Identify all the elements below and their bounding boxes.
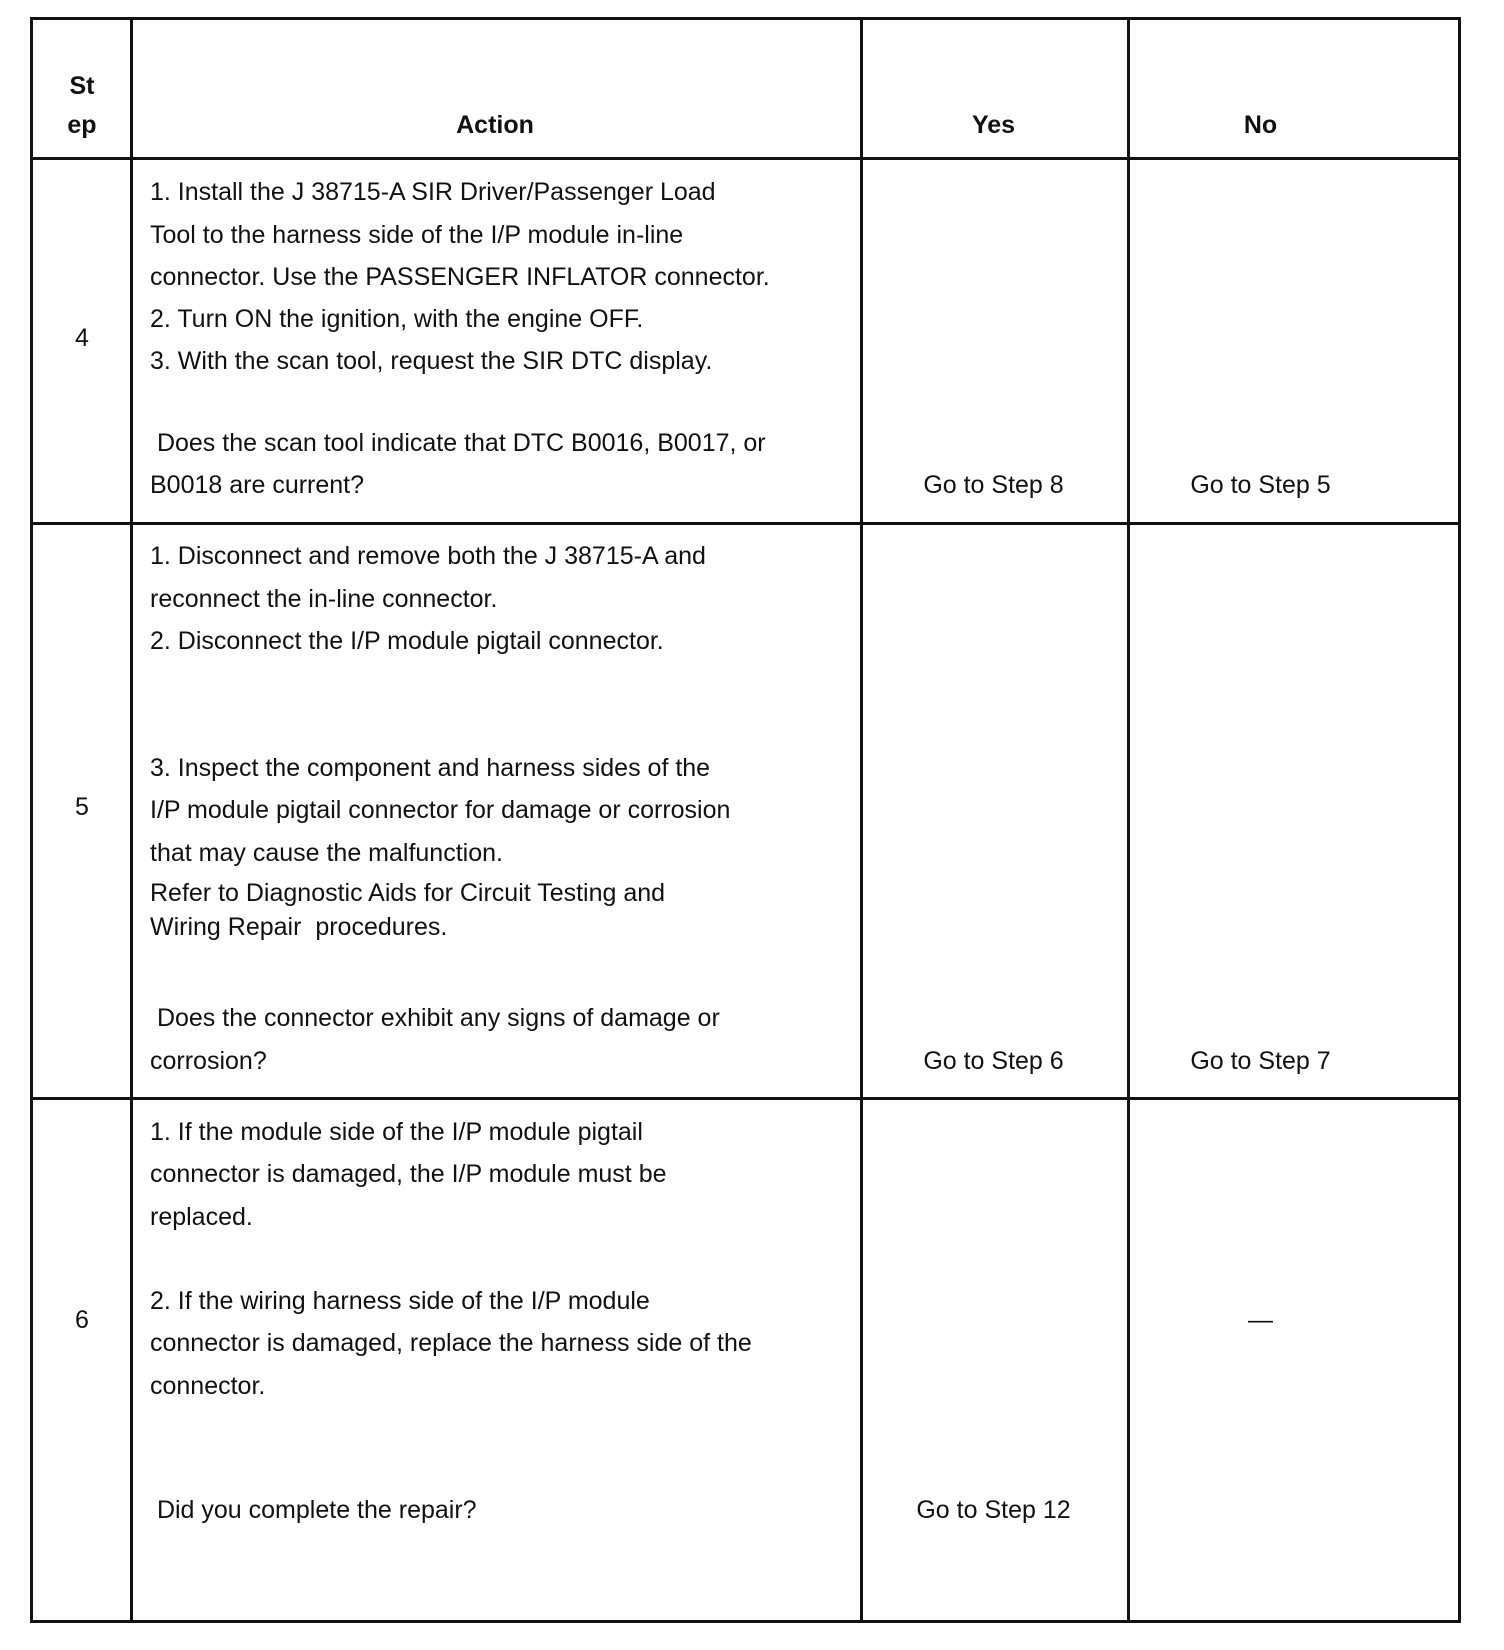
- yes-result: Go to Step 8: [923, 471, 1064, 499]
- row-divider-step-4: [33, 522, 1458, 525]
- action-question: Does the connector exhibit any signs of damage or: [150, 1004, 720, 1032]
- column-divider-action: [860, 20, 863, 1620]
- action-question: corrosion?: [150, 1047, 267, 1075]
- action-line: 1. Disconnect and remove both the J 38715-A and: [150, 542, 706, 570]
- action-line: 1. Install the J 38715-A SIR Driver/Passenger Load: [150, 178, 716, 206]
- no-result: Go to Step 7: [1190, 1047, 1331, 1075]
- action-line: 2. Turn ON the ignition, with the engine OFF.: [150, 305, 644, 333]
- action-line: connector. Use the PASSENGER INFLATOR connector.: [150, 263, 770, 291]
- action-line: I/P module pigtail connector for damage or corrosion: [150, 796, 731, 824]
- row-divider-header: [33, 157, 1458, 160]
- yes-result: Go to Step 6: [923, 1047, 1064, 1075]
- action-question: B0018 are current?: [150, 471, 365, 499]
- step-number: 5: [75, 793, 89, 821]
- action-line: connector.: [150, 1372, 266, 1400]
- row-divider-step-5: [33, 1097, 1458, 1100]
- action-line: 3. Inspect the component and harness sides of the: [150, 754, 711, 782]
- step-number: 6: [75, 1306, 89, 1334]
- yes-result: Go to Step 12: [916, 1496, 1071, 1524]
- action-line: Wiring Repair procedures.: [150, 913, 448, 941]
- header-step-line2: ep: [67, 111, 97, 139]
- action-question: Does the scan tool indicate that DTC B0016, B0017, or: [150, 429, 766, 457]
- action-line: Tool to the harness side of the I/P module in-line: [150, 221, 684, 249]
- action-line: replaced.: [150, 1203, 253, 1231]
- action-line: 3. With the scan tool, request the SIR DTC display.: [150, 347, 713, 375]
- action-line: Refer to Diagnostic Aids for Circuit Testing and: [150, 879, 666, 907]
- column-divider-yes: [1127, 20, 1130, 1620]
- action-question: Did you complete the repair?: [150, 1496, 477, 1524]
- header-no: No: [1243, 111, 1278, 139]
- action-line: 2. If the wiring harness side of the I/P module: [150, 1287, 650, 1315]
- no-result: Go to Step 5: [1190, 471, 1331, 499]
- action-line: reconnect the in-line connector.: [150, 585, 498, 613]
- action-line: 2. Disconnect the I/P module pigtail connector.: [150, 627, 664, 655]
- header-step-line1: St: [69, 72, 95, 100]
- action-line: 1. If the module side of the I/P module pigtail: [150, 1118, 643, 1146]
- header-action: Action: [456, 111, 534, 139]
- action-line: connector is damaged, the I/P module must be: [150, 1160, 667, 1188]
- action-line: that may cause the malfunction.: [150, 839, 503, 867]
- step-number: 4: [75, 324, 89, 352]
- header-yes: Yes: [971, 111, 1016, 139]
- action-line: connector is damaged, replace the harness side of the: [150, 1329, 752, 1357]
- no-result: —: [1248, 1306, 1273, 1334]
